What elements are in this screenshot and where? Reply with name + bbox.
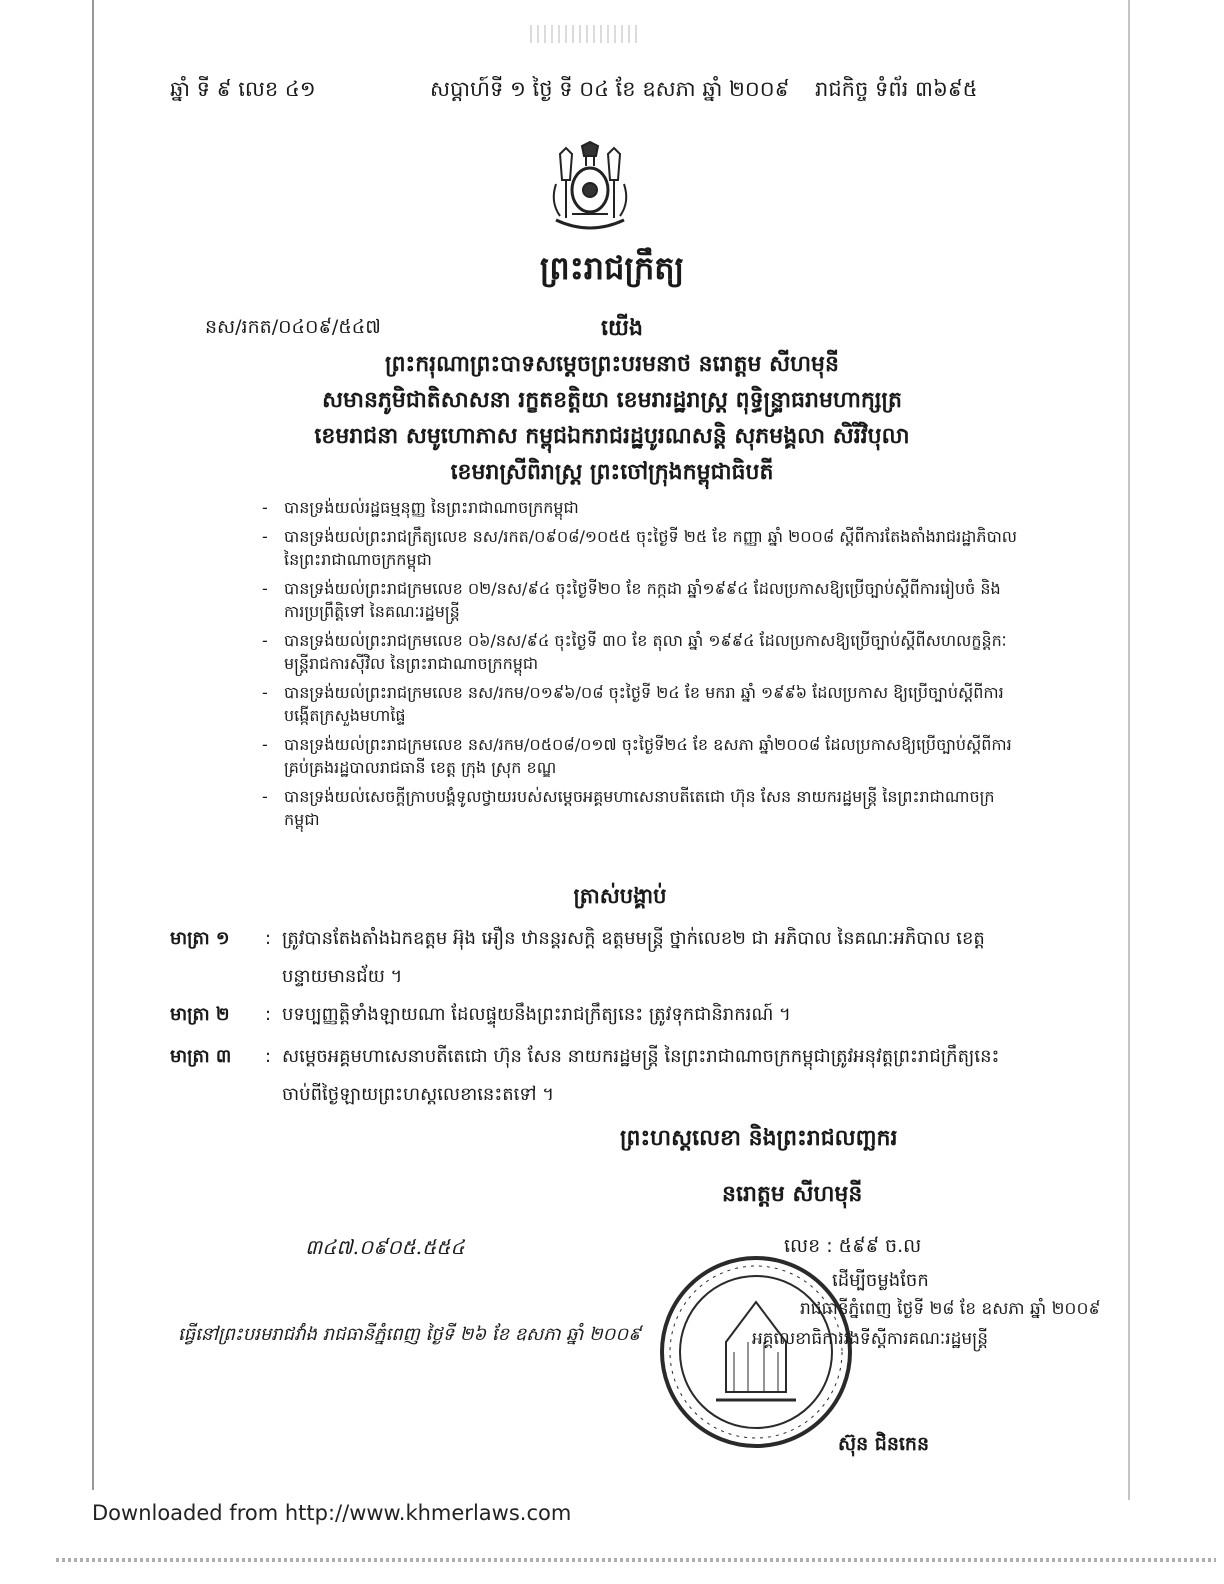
king-title-line: ខេមរាជនា សមូហោភាស កម្ពុជឯករាជរដ្ឋបូរណសន្តិ សុភមង្គលា សិរីវិបុលា bbox=[314, 424, 910, 449]
consideration-item: - បានទ្រង់យល់ព្រះរាជក្រមលេខ នស/រកម/០១៩៦/០៨ ចុះថ្ងៃទី ២៤ ខែ មករា ឆ្នាំ ១៩៩៦ ដែលប្រកាស ឱ្យប្រើច្បាប់ស្តីពីការបង្កើតក្រសួងមហាផ្ទៃ bbox=[262, 681, 1022, 727]
article bbox=[170, 996, 1030, 1034]
article-label: មាត្រា ១ bbox=[170, 928, 230, 949]
consideration-item: - បានទ្រង់យល់ព្រះរាជក្រមលេខ នស/រកម/០៥០៨/០១៧ ចុះថ្ងៃទី២៤ ខែ ឧសភា ឆ្នាំ២០០៨ ដែលប្រកាសឱ្យប្រើច្បាប់ស្តីពីការគ្រប់គ្រងរដ្ឋបាលរាជធានី ខេត្ត ក្រុង ស្រុក ខណ្ឌ bbox=[262, 733, 1022, 779]
royal-coat-of-arms-icon bbox=[542, 140, 638, 236]
header-date: សប្តាហ៍ទី ១ ថ្ងៃ ទី ០៤ ខែ ឧសភា ឆ្នាំ ២០០៩ bbox=[430, 77, 790, 101]
copy-organization: អគ្គលេខាធិការរងទីស្តីការគណៈរដ្ឋមន្ត្រី bbox=[752, 1329, 989, 1349]
considerations-list bbox=[262, 496, 1022, 837]
article-text: សម្តេចអគ្គមហាសេនាបតីតេជោ ហ៊ុន សែន នាយករដ្ឋមន្ត្រី នៃព្រះរាជាណាចក្រកម្ពុជាត្រូវអនុវត្តព្រះរាជក្រឹត្យនេះ ចាប់ពីថ្ងៃឡាយព្រះហស្តលេខានេះតទៅ ។ bbox=[282, 1046, 1000, 1105]
footer-source: Downloaded from http://www.khmerlaws.com bbox=[92, 1501, 572, 1525]
king-title-line: ខេមរាស្រីពិរាស្ត្រ ព្រះចៅក្រុងកម្ពុជាធិបតី bbox=[450, 460, 774, 485]
header-issue: ឆ្នាំ ទី ៩ លេខ ៤១ bbox=[170, 77, 316, 101]
article bbox=[170, 1038, 1030, 1114]
decides-heading: ត្រាស់បង្គាប់ bbox=[573, 884, 667, 908]
header-page: រាជកិច្ច ទំព័រ ៣៦៩៥ bbox=[815, 77, 978, 101]
scan-bottom-edge bbox=[56, 1558, 1216, 1562]
copy-place-date: រាជធានីភ្នំពេញ ថ្ងៃទី ២៨ ខែ ឧសភា ឆ្នាំ ២០០៩ bbox=[800, 1299, 1101, 1319]
article bbox=[170, 920, 1030, 996]
article-colon: : bbox=[265, 1046, 272, 1067]
consideration-item: - បានទ្រង់យល់ព្រះរាជក្រមលេខ ០៦/នស/៩៤ ចុះថ្ងៃទី ៣០ ខែ តុលា ឆ្នាំ ១៩៩៤ ដែលប្រកាសឱ្យប្រើច្បាប់ស្តីពីសហលក្ខន្តិកៈមន្ត្រីរាជការស៊ីវិល នៃព្រះរាជាណាចក្រកម្ពុជា bbox=[262, 629, 1022, 675]
consideration-item: - បានទ្រង់យល់ព្រះរាជក្រមលេខ ០២/នស/៩៤ ចុះថ្ងៃទី២០ ខែ កក្កដា ឆ្នាំ១៩៩៤ ដែលប្រកាសឱ្យប្រើច្បាប់ស្តីពីការរៀបចំ និង ការប្រព្រឹត្តិទៅ នៃគណៈរដ្ឋមន្ត្រី bbox=[262, 577, 1022, 623]
king-title-line: សមានភូមិជាតិសាសនា រក្ខតខត្តិយា ខេមរារដ្ឋរាស្ត្រ ពុទ្ធិន្ទ្រាធរាមហាក្សត្រ bbox=[322, 388, 902, 413]
article-colon: : bbox=[265, 1004, 272, 1025]
scan-edge-right bbox=[1128, 0, 1130, 1500]
handwritten-reference: ៣៤៧.០៩០៥.៥៥៤ bbox=[305, 1235, 465, 1259]
signature-title: ព្រះហស្តលេខា និងព្រះរាជលញ្ឆករ bbox=[620, 1126, 898, 1151]
article-text: បទប្បញ្ញត្តិទាំងឡាយណា ដែលផ្ទុយនឹងព្រះរាជក្រឹត្យនេះ ត្រូវទុកជានិរាករណ៍ ។ bbox=[282, 1004, 791, 1025]
copy-note: ដើម្បីចម្លងចែក bbox=[832, 1270, 929, 1291]
consideration-item: - បានទ្រង់យល់រដ្ឋធម្មនុញ្ញ នៃព្រះរាជាណាចក្រកម្ពុជា bbox=[262, 496, 1022, 519]
king-title-line: ព្រះករុណាព្រះបាទសម្តេចព្រះបរមនាថ នរោត្តម សីហមុនី bbox=[385, 352, 839, 377]
signature-name: នរោត្តម សីហមុនី bbox=[722, 1182, 863, 1207]
article-label: មាត្រា ៣ bbox=[170, 1046, 232, 1067]
consideration-item: - បានទ្រង់យល់ព្រះរាជក្រឹត្យលេខ នស/រកត/០៩០៨/១០៥៥ ចុះថ្ងៃទី ២៥ ខែ កញ្ញា ឆ្នាំ ២០០៨ ស្តីពីការតែងតាំងរាជរដ្ឋាភិបាលនៃព្រះរាជាណាចក្រកម្ពុជា bbox=[262, 525, 1022, 571]
article-text: ត្រូវបានតែងតាំងឯកឧត្តម អ៊ុង អឿន ឋានន្តរសក្តិ ឧត្តមមន្ត្រី ថ្នាក់លេខ២ ជា អភិបាល នៃគណៈអភិបាល ខេត្តបន្ទាយមានជ័យ ។ bbox=[282, 928, 985, 987]
document-title: ព្រះរាជក្រឹត្យ bbox=[539, 249, 685, 287]
decree-reference-number: នស/រកត/០៤០៩/៥៤៧ bbox=[205, 316, 381, 338]
scan-edge-left bbox=[92, 0, 94, 1490]
article-colon: : bbox=[265, 928, 272, 949]
scan-noise bbox=[530, 25, 640, 43]
place-and-date: ធ្វើនៅព្រះបរមរាជវាំង រាជធានីភ្នំពេញ ថ្ងៃទី ២៦ ខែ ឧសភា ឆ្នាំ ២០០៩ bbox=[178, 1324, 641, 1345]
copy-reference: លេខ : ៥៩៩ ច.ល bbox=[784, 1235, 922, 1257]
article-label: មាត្រា ២ bbox=[170, 1004, 230, 1025]
consideration-item: - បានទ្រង់យល់សេចក្តីក្រាបបង្គំទូលថ្វាយរបស់សម្តេចអគ្គមហាសេនាបតីតេជោ ហ៊ុន សែន នាយករដ្ឋមន្ត្រី នៃព្រះរាជាណាចក្រកម្ពុជា bbox=[262, 785, 1022, 831]
signer-name: ស៊ុន ជិនកេន bbox=[838, 1433, 930, 1455]
we-heading: យើង bbox=[601, 316, 643, 341]
